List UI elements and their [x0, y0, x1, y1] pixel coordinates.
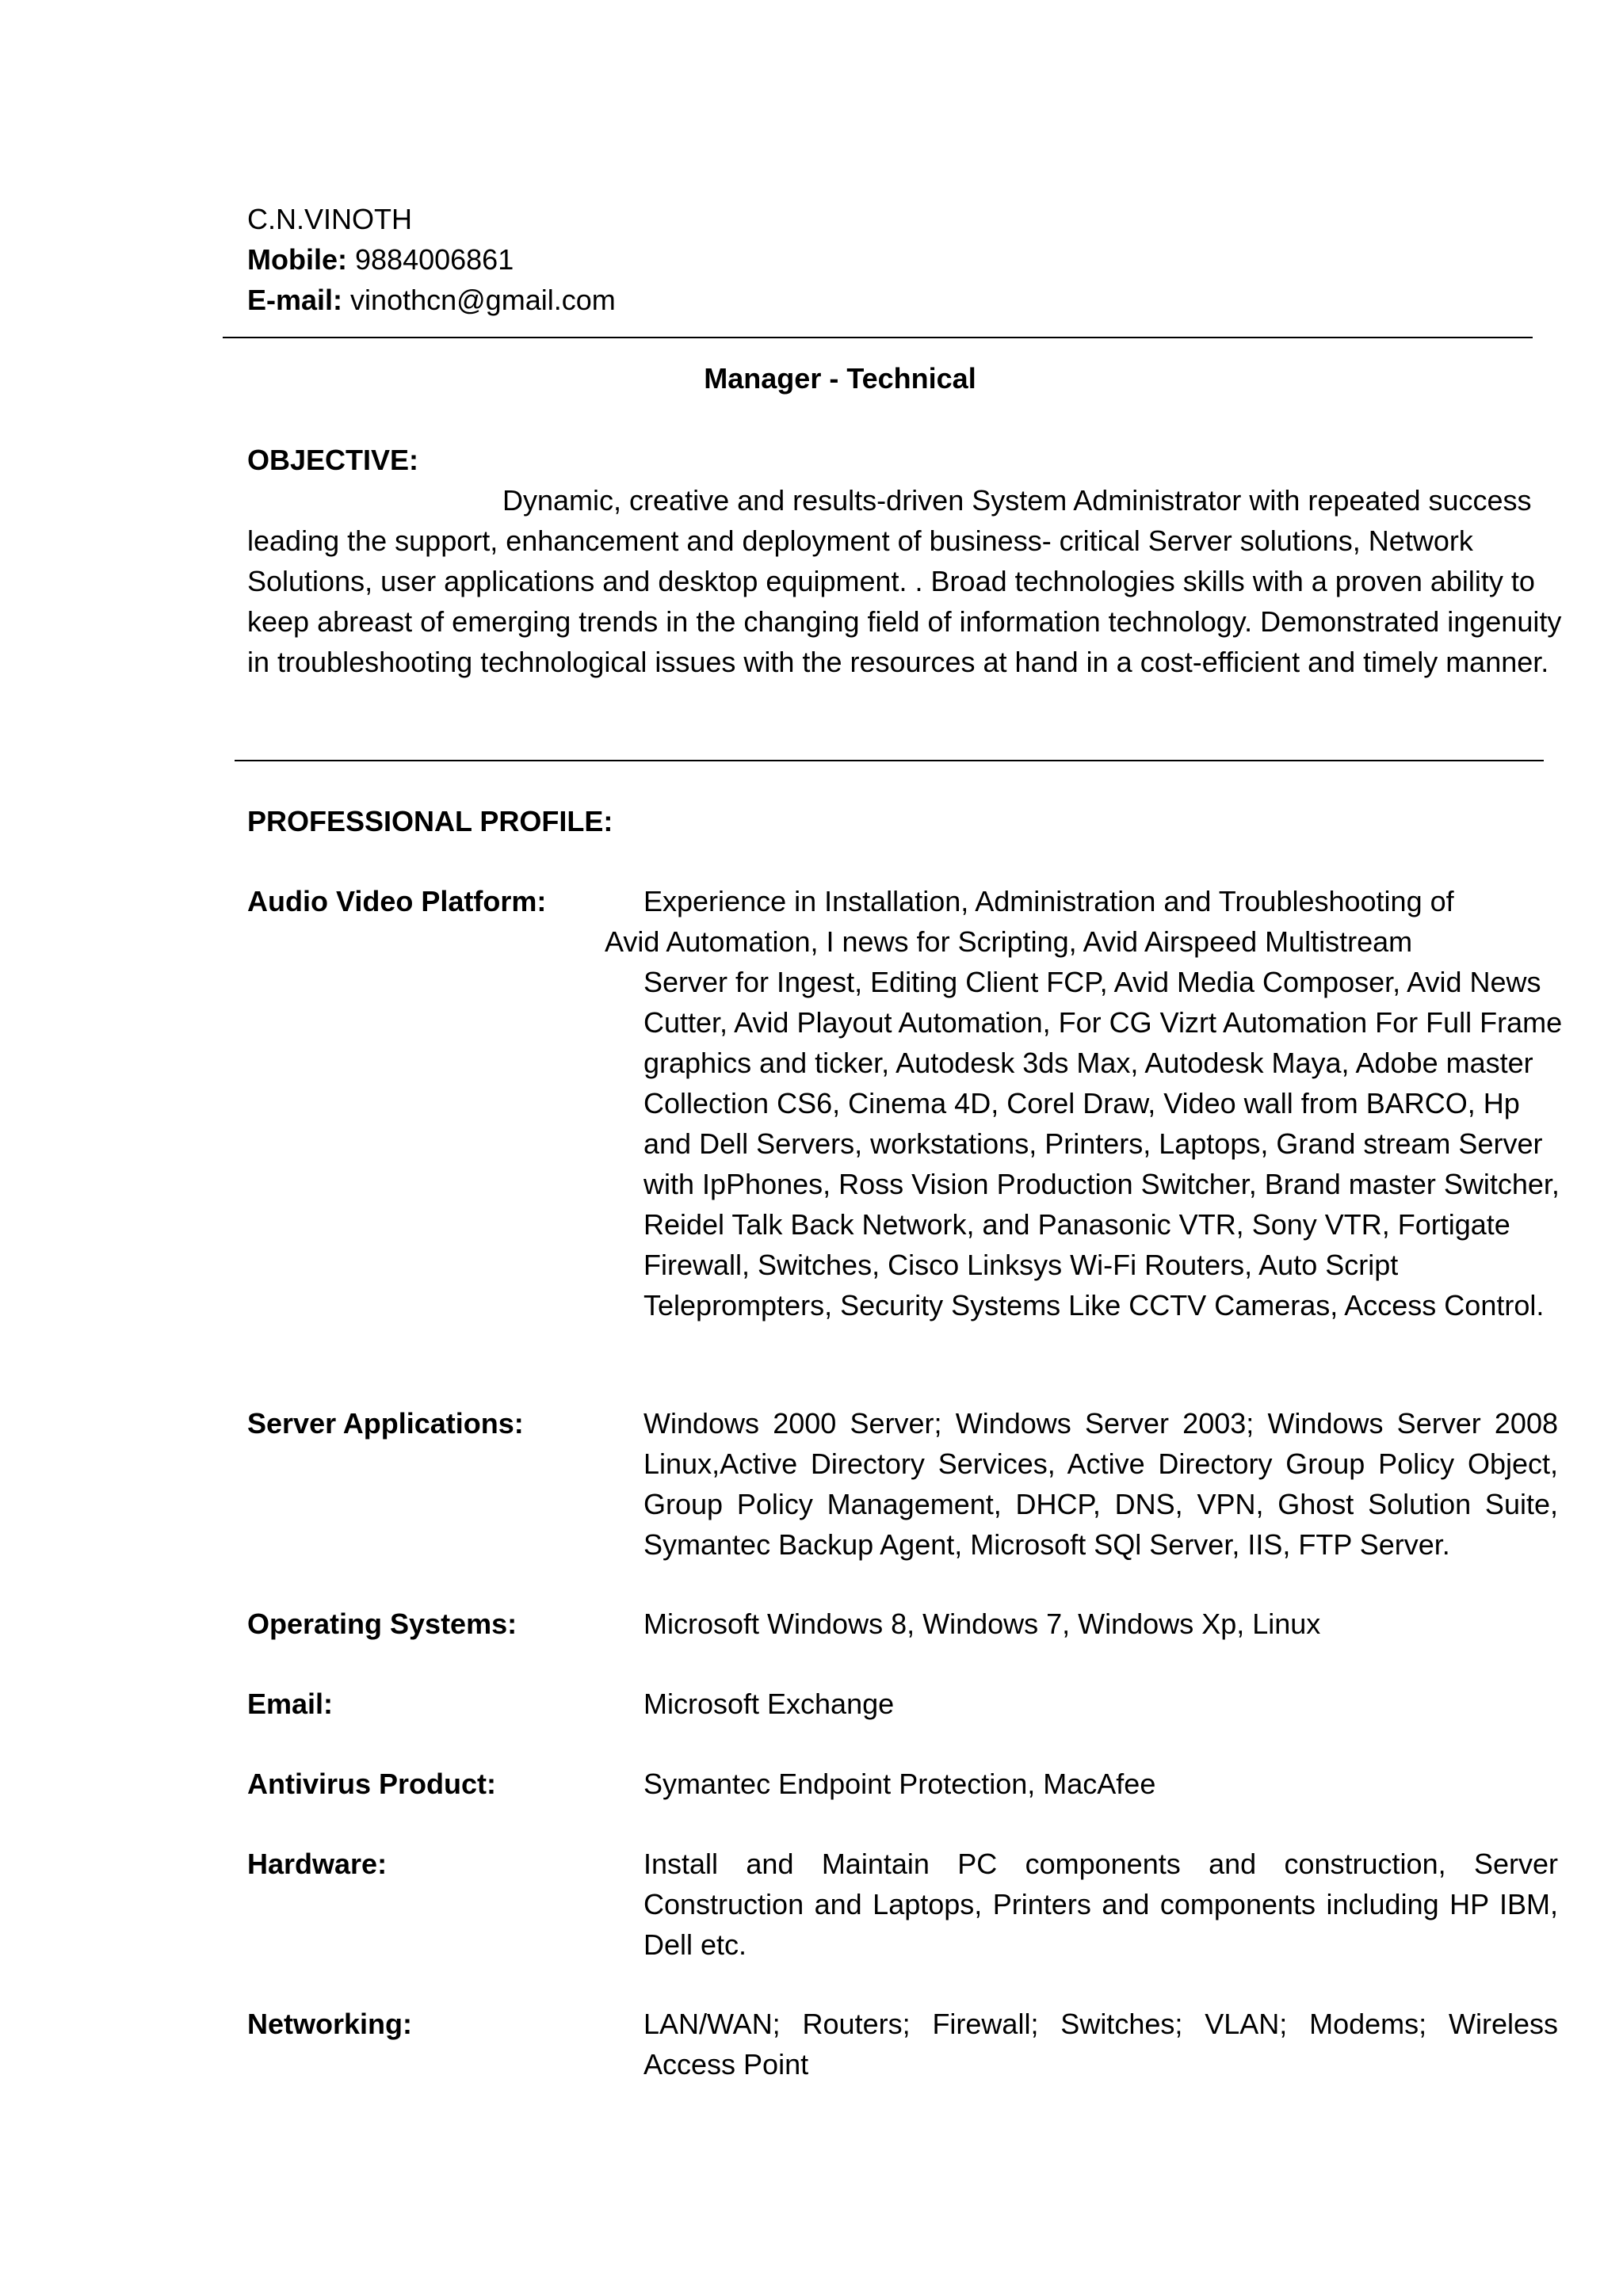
email-software-value: Microsoft Exchange — [643, 1688, 895, 1720]
job-title: Manager - Technical — [704, 362, 976, 395]
candidate-name: C.N.VINOTH — [247, 203, 413, 235]
audio-video-value — [605, 881, 1571, 1325]
operating-systems-value: Microsoft Windows 8, Windows 7, Windows Xp, Linux — [643, 1608, 1321, 1640]
email-software-label: Email: — [247, 1688, 334, 1720]
email-value: vinothcn@gmail.com — [350, 284, 616, 316]
antivirus-label: Antivirus Product: — [247, 1768, 497, 1800]
objective-heading: OBJECTIVE: — [247, 444, 419, 476]
objective-text: Dynamic, creative and results-driven System Administrator with repeated success leading the support, enhancement and deployment of business- critical Server solutions, Network Solutions, user applications and desktop equipment. . Broad technologies skills with a proven ability to keep abreast of emerging trends in the changing field of information technology. Demonstrated ingenuity in troubleshooting technological issues with the resources at hand in a cost-efficient and timely manner. — [247, 484, 1562, 678]
audio-video-first-line: Experience in Installation, Administration and Troubleshooting of — [643, 885, 1454, 917]
networking-value: LAN/WAN; Routers; Firewall; Switches; VLAN; Modems; Wireless Access Point — [643, 2008, 1558, 2081]
mobile-line — [247, 239, 1040, 280]
email-line — [247, 280, 1040, 320]
audio-video-label: Audio Video Platform: — [247, 885, 547, 917]
objective-divider — [235, 760, 1544, 761]
hardware-value: Install and Maintain PC components and construction, Server Construction and Laptops, Printers and components including HP IBM, Dell etc. — [643, 1848, 1558, 1961]
server-applications-value: Windows 2000 Server; Windows Server 2003; Windows Server 2008 Linux,Active Directory Services, Active Directory Group Policy Object, Group Policy Management, DHCP, DNS, VPN, Ghost Solution Suite, Symantec Backup Agent, Microsoft SQl Server, IIS, FTP Server. — [643, 1407, 1558, 1561]
mobile-label: Mobile: — [247, 243, 347, 276]
objective-text-block — [247, 480, 1563, 682]
audio-video-rest: Server for Ingest, Editing Client FCP, Avid Media Composer, Avid News Cutter, Avid Playout Automation, For CG Vizrt Automation For Full Frame graphics and ticker, Autodesk 3ds Max, Autodesk Maya, Adobe master Collection CS6, Cinema 4D, Corel Draw, Video wall from BARCO, Hp and Dell Servers, workstations, Printers, Laptops, Grand stream Server with IpPhones, Ross Vision Production Switcher, Brand master Switcher, Reidel Talk Back Network, and Panasonic VTR, Sony VTR, Fortigate Firewall, Switches, Cisco Linksys Wi-Fi Routers, Auto Script Teleprompters, Security Systems Like CCTV Cameras, Access Control. — [643, 966, 1563, 1322]
mobile-value: 9884006861 — [355, 243, 514, 276]
header-divider — [223, 337, 1533, 338]
audio-video-second-line: Avid Automation, I news for Scripting, Avid Airspeed Multistream — [605, 925, 1413, 958]
profile-heading: PROFESSIONAL PROFILE: — [247, 805, 613, 837]
hardware-label: Hardware: — [247, 1848, 388, 1880]
antivirus-value: Symantec Endpoint Protection, MacAfee — [643, 1768, 1156, 1800]
operating-systems-label: Operating Systems: — [247, 1608, 517, 1640]
email-label: E-mail: — [247, 284, 343, 316]
contact-block — [247, 199, 1040, 320]
server-applications-label: Server Applications: — [247, 1407, 524, 1440]
networking-label: Networking: — [247, 2008, 413, 2040]
